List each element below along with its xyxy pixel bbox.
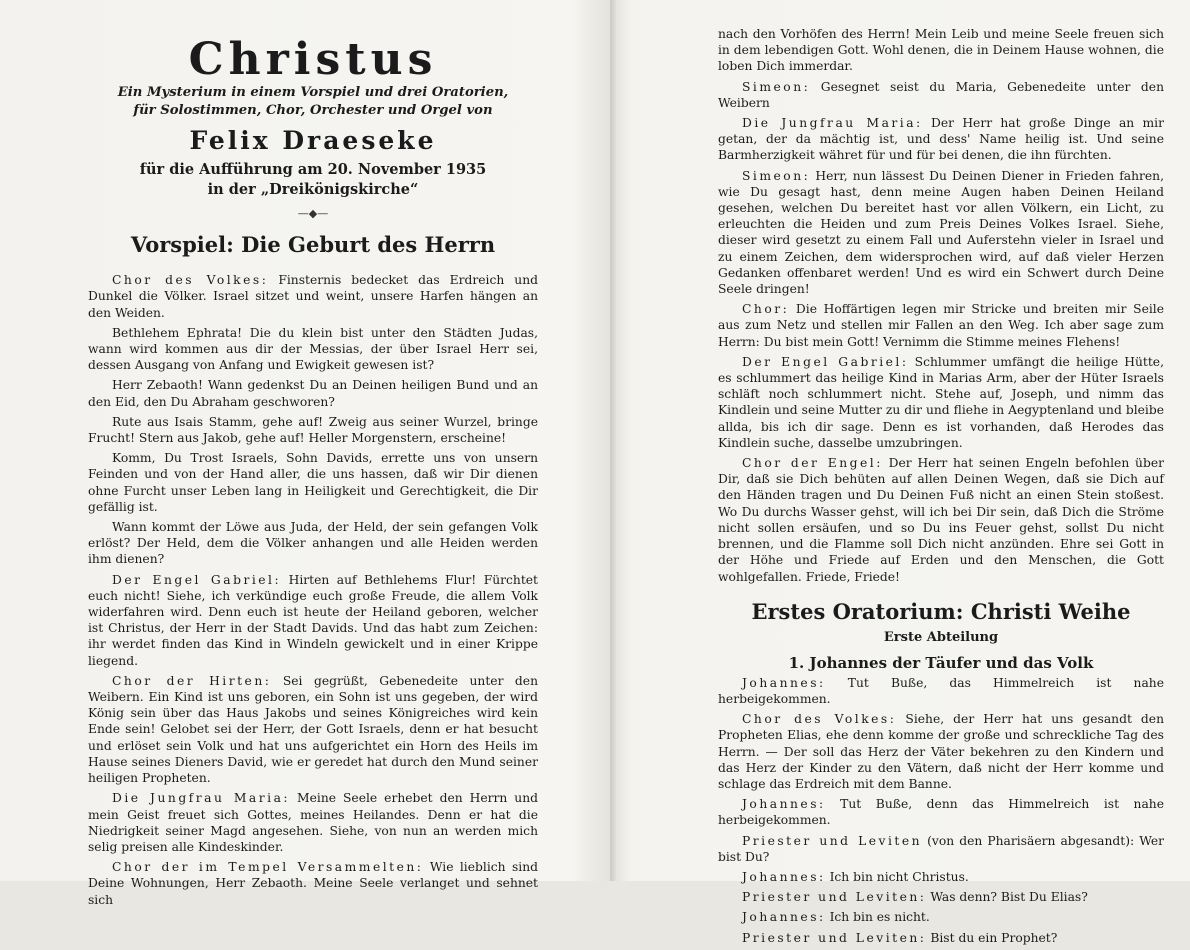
paragraph-text: Der Herr hat große Dinge an mir getan, der da mächtig ist, und dess' Name heilig ist. Und seine Barmherzigkeit währet für und für bei denen, die ihn fürchten. bbox=[718, 116, 1164, 163]
paragraph-text: Bethlehem Ephrata! Die du klein bist unter den Städten Judas, wann wird kommen aus dir der Messias, der über Israel Herr sei, dessen Ausgang von Anfang und Ewigkeit gewesen ist? bbox=[88, 325, 538, 373]
speaker-label: Chor des Volkes: bbox=[742, 712, 897, 727]
text-paragraph bbox=[718, 79, 1164, 111]
subsection-heading: 1. Johannes der Täufer und das Volk bbox=[788, 653, 1094, 672]
paragraph-text: (von den Pharisäern abgesandt): Wer bist Du? bbox=[718, 833, 1164, 864]
speaker-label: Chor des Volkes: bbox=[112, 273, 269, 288]
text-paragraph bbox=[88, 790, 538, 855]
right-text-block-top bbox=[718, 26, 1164, 585]
speaker-label: Die Jungfrau Maria: bbox=[112, 791, 291, 806]
paragraph-text: Tut Buße, das Himmelreich ist nahe herbeigekommen. bbox=[718, 675, 1164, 706]
text-paragraph bbox=[88, 450, 538, 515]
speaker-label: Johannes: bbox=[742, 797, 826, 812]
speaker-label: Chor der im Tempel Versammelten: bbox=[112, 860, 424, 875]
text-paragraph bbox=[88, 325, 538, 374]
text-paragraph bbox=[718, 26, 1164, 75]
text-paragraph bbox=[718, 833, 1164, 865]
paragraph-text: Ich bin nicht Christus. bbox=[825, 869, 969, 884]
paragraph-text: Herr, nun lässest Du Deinen Diener in Frieden fahren, wie Du gesagt hast, denn meine Augen haben Deinen Heiland gesehen, welchen Du bereitet hast vor allen Völkern, ein Licht, zu erleuchten die Heiden und zum Preis Deines Volkes Israel. Siehe, dieser wird gesetzt zu einem Fall und Auferstehn vieler in Israel und zu einem Zeichen, dem widersprochen wird, auf daß vieler Herzen Gedanken offenbaret werden! Und es wird ein Schwert durch Deine Seele dringen! bbox=[718, 168, 1164, 297]
text-paragraph bbox=[718, 796, 1164, 828]
performance-venue: in der „Dreikönigskirche“ bbox=[207, 181, 419, 198]
paragraph-text: Herr Zebaoth! Wann gedenkst Du an Deinen heiligen Bund und an den Eid, den Du Abraham geschworen? bbox=[88, 378, 538, 409]
speaker-label: Chor der Hirten: bbox=[112, 673, 272, 688]
text-paragraph bbox=[88, 673, 538, 786]
text-paragraph bbox=[718, 930, 1164, 946]
work-title: Christus bbox=[188, 34, 438, 85]
speaker-label: Johannes: bbox=[742, 869, 826, 884]
right-text-block-bottom bbox=[718, 675, 1164, 946]
paragraph-text: Sei gegrüßt, Gebenedeite unter den Weibern. Ein Kind ist uns geboren, ein Sohn ist uns gegeben, der wird König sein über das Haus Jakobs und seines Königreiches wird kein Ende sein! Gelobet sei der Herr, der Gott Israels, denn er hat besucht und erlöset sein Volk und hat uns aufgerichtet ein Horn des Heils im Hause seines Dieners David, wie er geredet hat durch den Mund seiner heiligen Propheten. bbox=[88, 673, 538, 786]
paragraph-text: Siehe, der Herr hat uns gesandt den Propheten Elias, ehe denn komme der große und schreckliche Tag des Herrn. — Der soll das Herz der Väter bekehren zu den Kindern und das Herz der Kinder zu den Vätern, daß nicht der Herr komme und schlage das Erdreich mit dem Banne. bbox=[718, 712, 1164, 791]
paragraph-text: nach den Vorhöfen des Herrn! Mein Leib und meine Seele freuen sich in dem lebendigen Gott. Wohl denen, die in Deinem Hause wohnen, die loben Dich immerdar. bbox=[718, 27, 1164, 74]
speaker-label: Die Jungfrau Maria: bbox=[742, 116, 923, 131]
left-text-block bbox=[88, 272, 538, 908]
subtitle-line-2: für Solostimmen, Chor, Orchester und Orgel von bbox=[133, 103, 493, 118]
composer-name: Felix Draeseke bbox=[189, 126, 437, 155]
paragraph-text: Die Hoffärtigen legen mir Stricke und breiten mir Seile aus zum Netz und stellen mir Fallen an den Weg. Ich aber sage zum Herrn: Du bist mein Gott! Vernimm die Stimme meines Flehens! bbox=[718, 302, 1164, 349]
text-paragraph bbox=[718, 354, 1164, 451]
speaker-label: Johannes: bbox=[742, 675, 826, 690]
paragraph-text: Rute aus Isais Stamm, gehe auf! Zweig aus seiner Wurzel, bringe Frucht! Stern aus Jakob, gehe auf! Heller Morgenstern, erscheine! bbox=[88, 414, 538, 446]
paragraph-text: Ich bin es nicht. bbox=[825, 910, 930, 925]
text-paragraph bbox=[718, 455, 1164, 585]
speaker-label: Priester und Leviten bbox=[742, 833, 923, 848]
paragraph-text: Bist du ein Prophet? bbox=[926, 930, 1058, 945]
paragraph-text: Hirten auf Bethlehems Flur! Fürchtet euch nicht! Siehe, ich verkündige euch große Freude, die allem Volk widerfahren wird. Denn euch ist heute der Heiland geboren, welcher ist Christus, der Herr in der Stadt Davids. Und das habt zum Zeichen: ihr werdet finden das Kind in Windeln gewickelt und in einer Krippe liegend. bbox=[88, 572, 538, 668]
division-heading: Erste Abteilung bbox=[883, 629, 999, 645]
speaker-label: Priester und Leviten: bbox=[742, 890, 927, 905]
paragraph-text: Gesegnet seist du Maria, Gebenedeite unter den Weibern bbox=[718, 79, 1164, 110]
speaker-label: Der Engel Gabriel: bbox=[742, 354, 909, 369]
paragraph-text: Komm, Du Trost Israels, Sohn Davids, errette uns von unsern Feinden und von der Hand aller, die uns hassen, daß wir Dir dienen ohne Furcht unser Leben lang in Heiligkeit und Gerechtigkeit, die Dir gefällig ist. bbox=[88, 451, 538, 514]
text-paragraph bbox=[718, 869, 1164, 885]
speaker-label: Simeon: bbox=[742, 168, 811, 183]
speaker-label: Simeon: bbox=[742, 79, 811, 94]
text-paragraph bbox=[88, 519, 538, 568]
page-fold bbox=[610, 0, 616, 881]
text-paragraph bbox=[718, 889, 1164, 905]
performance-date: für die Aufführung am 20. November 1935 bbox=[139, 161, 487, 178]
speaker-label: Chor der Engel: bbox=[742, 456, 883, 471]
text-paragraph bbox=[718, 301, 1164, 350]
ornament-divider: —◆— bbox=[297, 207, 329, 220]
speaker-label: Priester und Leviten: bbox=[742, 930, 927, 945]
section-title-oratorium: Erstes Oratorium: Christi Weihe bbox=[751, 598, 1131, 624]
text-paragraph bbox=[718, 675, 1164, 707]
paragraph-text: Der Herr hat seinen Engeln befohlen über Dir, daß sie Dich behüten auf allen Deinen Wegen, daß sie Dich auf den Händen tragen und Du Deinen Fuß nicht an einen Stein stoßest. Wo Du durchs Wasser gehst, will ich bei Dir sein, daß Dich die Ströme nicht sollen ersäufen, und so Du ins Feuer gehst, sollst Du nicht brennen, und die Flamme soll Dich nicht anzünden. Ehre sei Gott in der Höhe und Friede auf Erden und den Menschen, die Gott wohlgefallen. Friede, Friede! bbox=[718, 456, 1164, 584]
paragraph-text: Wie lieblich sind Deine Wohnungen, Herr Zebaoth. Meine Seele verlanget und sehnet sich bbox=[88, 860, 538, 907]
paragraph-text: Finsternis bedecket das Erdreich und Dunkel die Völker. Israel sitzet und weint, unsere Harfen hängen an den Weiden. bbox=[88, 273, 538, 320]
speaker-label: Chor: bbox=[742, 302, 790, 317]
right-page bbox=[718, 26, 1164, 950]
speaker-label: Johannes: bbox=[742, 910, 826, 925]
subtitle-line-1: Ein Mysterium in einem Vorspiel und drei Oratorien, bbox=[117, 85, 509, 100]
text-paragraph bbox=[718, 168, 1164, 298]
section-title-vorspiel: Vorspiel: Die Geburt des Herrn bbox=[130, 232, 496, 258]
text-paragraph bbox=[88, 859, 538, 908]
paragraph-text: Meine Seele erhebet den Herrn und mein Geist freuet sich Gottes, meines Heilandes. Denn er hat die Niedrigkeit seiner Magd angesehen. Siehe, von nun an werden mich selig preisen alle Kindeskinder. bbox=[88, 791, 539, 854]
text-paragraph bbox=[718, 115, 1164, 164]
text-paragraph bbox=[718, 711, 1164, 792]
paragraph-text: Tut Buße, denn das Himmelreich ist nahe herbeigekommen. bbox=[718, 797, 1164, 828]
paragraph-text: Wann kommt der Löwe aus Juda, der Held, der sein gefangen Volk erlöst? Der Held, dem die Völker anhangen und alle Heiden werden ihm dienen? bbox=[88, 520, 538, 567]
paragraph-text: Was denn? Bist Du Elias? bbox=[926, 890, 1088, 905]
text-paragraph bbox=[88, 414, 538, 446]
text-paragraph bbox=[88, 572, 538, 669]
speaker-label: Der Engel Gabriel: bbox=[112, 572, 282, 587]
paragraph-text: Schlummer umfängt die heilige Hütte, es schlummert das heilige Kind in Marias Arm, aber der Hüter Israels schläft noch schlummert nicht. Stehe auf, Joseph, und nimm das Kindlein und seine Mutter zu dir und fliehe in Aegyptenland und bleibe allda, bis ich dir sage. Denn es ist vorhanden, daß Herodes das Kindlein suche, dasselbe umzubringen. bbox=[718, 354, 1164, 450]
text-paragraph bbox=[88, 377, 538, 409]
text-paragraph bbox=[88, 272, 538, 321]
left-page bbox=[88, 0, 538, 912]
text-paragraph bbox=[718, 909, 1164, 925]
